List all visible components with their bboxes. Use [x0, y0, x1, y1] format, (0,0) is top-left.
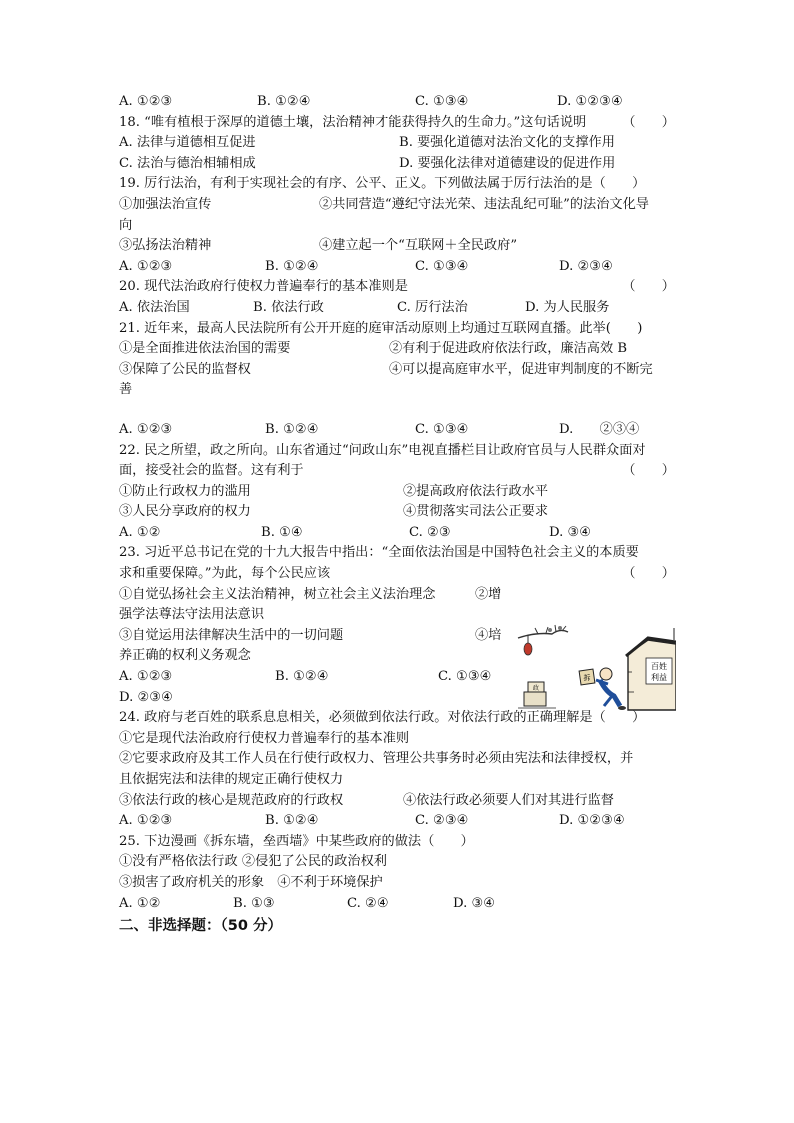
- q17-option-d: D. ①②③④: [557, 94, 623, 109]
- q17-option-b: B. ①②④: [257, 94, 311, 109]
- q19-item-2-cont: 向: [119, 217, 133, 233]
- q19-stem: 19. 厉行法治，有利于实现社会的有序、公平、正义。下列做法属于厉行法治的是（ ）: [119, 176, 646, 192]
- q21-items-row1: [119, 339, 675, 360]
- q21-item-4-cont: 善: [119, 382, 133, 398]
- q20-option-b: B. 依法行政: [253, 299, 324, 315]
- branch-icon: [518, 625, 568, 655]
- q18-option-d: D. 要强化法律对道德建设的促进作用: [399, 155, 616, 171]
- q24-option-c: C. ②③④: [415, 813, 469, 829]
- q22-option-b: B. ①④: [261, 524, 303, 540]
- q23-item-2: ②增: [475, 586, 502, 602]
- q19-option-a: A. ①②③: [119, 258, 173, 274]
- q18-option-b: B. 要强化道德对法治文化的支撑作用: [399, 135, 615, 151]
- q24-item-1: ①它是现代法治政府行使权力普遍奉行的基本准则: [119, 730, 410, 746]
- q22-items-row2: [119, 502, 675, 523]
- q23-item-3: ③自觉运用法律解决生活中的一切问题: [119, 627, 344, 643]
- q19-items-row2: [119, 236, 675, 257]
- q19-item-3: ③弘扬法治精神: [119, 238, 212, 254]
- q20-option-d: D. 为人民服务: [525, 299, 610, 315]
- q17-option-a: A. ①②③: [119, 94, 173, 109]
- q20-option-a: A. 依法治国: [119, 299, 190, 315]
- q25-option-b: B. ①③: [233, 895, 275, 911]
- q24-option-a: A. ①②③: [119, 813, 173, 829]
- q25-option-c: C. ②④: [347, 895, 389, 911]
- q24-item-2: ②它要求政府及其工作人员在行使行政权力、管理公共事务时必须由宪法和法律授权，并: [119, 751, 634, 767]
- q23-stem-line2: 求和重要保障。”为此，每个公民应该 （ ）: [119, 566, 675, 582]
- q22-items-row1: [119, 482, 675, 503]
- q24-option-d: D. ①②③④: [559, 813, 625, 829]
- q25-option-a: A. ①②: [119, 895, 161, 911]
- q18-option-c: C. 法治与德治相辅相成: [119, 155, 256, 171]
- q17-options: [119, 92, 675, 113]
- q23-option-b: B. ①②④: [275, 669, 329, 685]
- q18-options-row2: [119, 154, 675, 175]
- section-title-non-choice: 二、非选择题：（50 分）: [119, 918, 282, 935]
- q22-item-2: ②提高政府依法行政水平: [403, 483, 549, 499]
- q22-options: [119, 523, 675, 544]
- q23-stem-line1: 23. 习近平总书记在党的十九大报告中指出：“全面依法治国是中国特色社会主义的本质要: [119, 545, 639, 561]
- q25-options: [119, 894, 675, 915]
- q21-item-4: ④可以提高庭审水平，促进审判制度的不断完: [389, 361, 653, 377]
- q22-stem-line1: 22. 民之所望，政之所向。山东省通过“问政山东”电视直播栏目让政府官员与人民群众面对: [119, 442, 646, 458]
- q22-option-a: A. ①②: [119, 524, 161, 540]
- q22-option-d: D. ③④: [549, 524, 592, 540]
- cartoon-illustration: [516, 622, 676, 716]
- q21-option-c: C. ①③④: [415, 421, 469, 437]
- q20-option-c: C. 厉行法治: [397, 299, 468, 315]
- q18-options-row1: [119, 133, 675, 154]
- q20-options: [119, 298, 675, 319]
- q24-item-4: ④依法行政必须要人们对其进行监督: [403, 792, 614, 808]
- q21-option-b: B. ①②④: [265, 421, 319, 437]
- sign-label: 拆: [583, 674, 591, 682]
- brick-stack: [518, 682, 556, 708]
- q23-item-4-cont: 养正确的权利义务观念: [119, 648, 251, 664]
- q24-options: [119, 811, 675, 832]
- wall-text-2: 利益: [651, 673, 667, 682]
- wall-building: [626, 628, 676, 710]
- q20-stem: 20. 现代法治政府行使权力普遍奉行的基本准则是 （ ）: [119, 279, 675, 295]
- q25-option-d: D. ③④: [453, 895, 496, 911]
- q21-options: [119, 420, 675, 441]
- q21-items-row2: [119, 360, 675, 381]
- q19-option-c: C. ①③④: [415, 258, 469, 274]
- q23-item-2-cont: 强学法尊法守法用法意识: [119, 607, 265, 623]
- exam-page: [119, 92, 675, 937]
- q19-item-1: ①加强法治宣传: [119, 196, 212, 212]
- q22-item-4: ④贯彻落实司法公正要求: [403, 504, 549, 520]
- q22-item-1: ①防止行政权力的滥用: [119, 483, 251, 499]
- q25-items-line1: ①没有严格依法行政 ②侵犯了公民的政治权利: [119, 854, 387, 870]
- q23-item-4: ④培: [475, 627, 502, 643]
- q24-item-2-cont: 且依据宪法和法律的规定正确行使权力: [119, 772, 344, 787]
- q21-option-d: D. ②③④: [559, 421, 640, 437]
- q22-item-3: ③人民分享政府的权力: [119, 504, 251, 520]
- q21-item-3: ③保障了公民的监督权: [119, 361, 251, 377]
- q19-items-row1: [119, 195, 675, 216]
- q19-options: [119, 257, 675, 278]
- q22-stem-line2: 面，接受社会的监督。这有利于 （ ）: [119, 463, 675, 479]
- q23-option-a: A. ①②③: [119, 669, 173, 685]
- q25-stem: 25. 下边漫画《拆东墙，垒西墙》中某些政府的做法（ ）: [119, 833, 474, 849]
- q25-items-line2: ③损害了政府机关的形象 ④不利于环境保护: [119, 874, 383, 890]
- q22-option-c: C. ②③: [409, 524, 451, 540]
- worker-figure: [579, 668, 626, 710]
- q19-option-b: B. ①②④: [265, 258, 319, 274]
- brick-label: 政: [532, 685, 540, 692]
- q19-item-2: ②共同营造“遵纪守法光荣、违法乱纪可耻”的法治文化导: [319, 196, 649, 212]
- q21-option-a: A. ①②③: [119, 421, 173, 437]
- q21-stem: 21. 近年来，最高人民法院所有公开开庭的庭审活动原则上均通过互联网直播。此举( ): [119, 320, 643, 336]
- q24-option-b: B. ①②④: [265, 813, 319, 829]
- q21-item-2: ②有利于促进政府依法行政，廉洁高效 B: [389, 341, 628, 357]
- q19-item-4: ④建立起一个“互联网＋全民政府”: [319, 238, 518, 254]
- wall-text-1: 百姓: [651, 662, 667, 671]
- q24-stem: 24. 政府与老百姓的联系息息相关，必须做到依法行政。对依法行政的正确理解是（ ）: [119, 710, 646, 726]
- q21-item-1: ①是全面推进依法治国的需要: [119, 341, 291, 357]
- q23-option-d: D. ②③④: [119, 689, 173, 705]
- q18-option-a: A. 法律与道德相互促进: [119, 135, 256, 151]
- q23-option-c: C. ①③④: [438, 669, 492, 685]
- q24-items-row: [119, 791, 675, 812]
- q19-option-d: D. ②③④: [559, 258, 613, 274]
- q23-item-1: ①自觉弘扬社会主义法治精神，树立社会主义法治理念: [119, 586, 436, 602]
- q17-option-c: C. ①③④: [415, 94, 469, 109]
- q24-item-3: ③依法行政的核心是规范政府的行政权: [119, 792, 344, 808]
- q23-items-row1: [119, 585, 675, 606]
- q18-stem: 18. “唯有植根于深厚的道德土壤，法治精神才能获得持久的生命力。”这句话说明 （ ）: [119, 114, 675, 130]
